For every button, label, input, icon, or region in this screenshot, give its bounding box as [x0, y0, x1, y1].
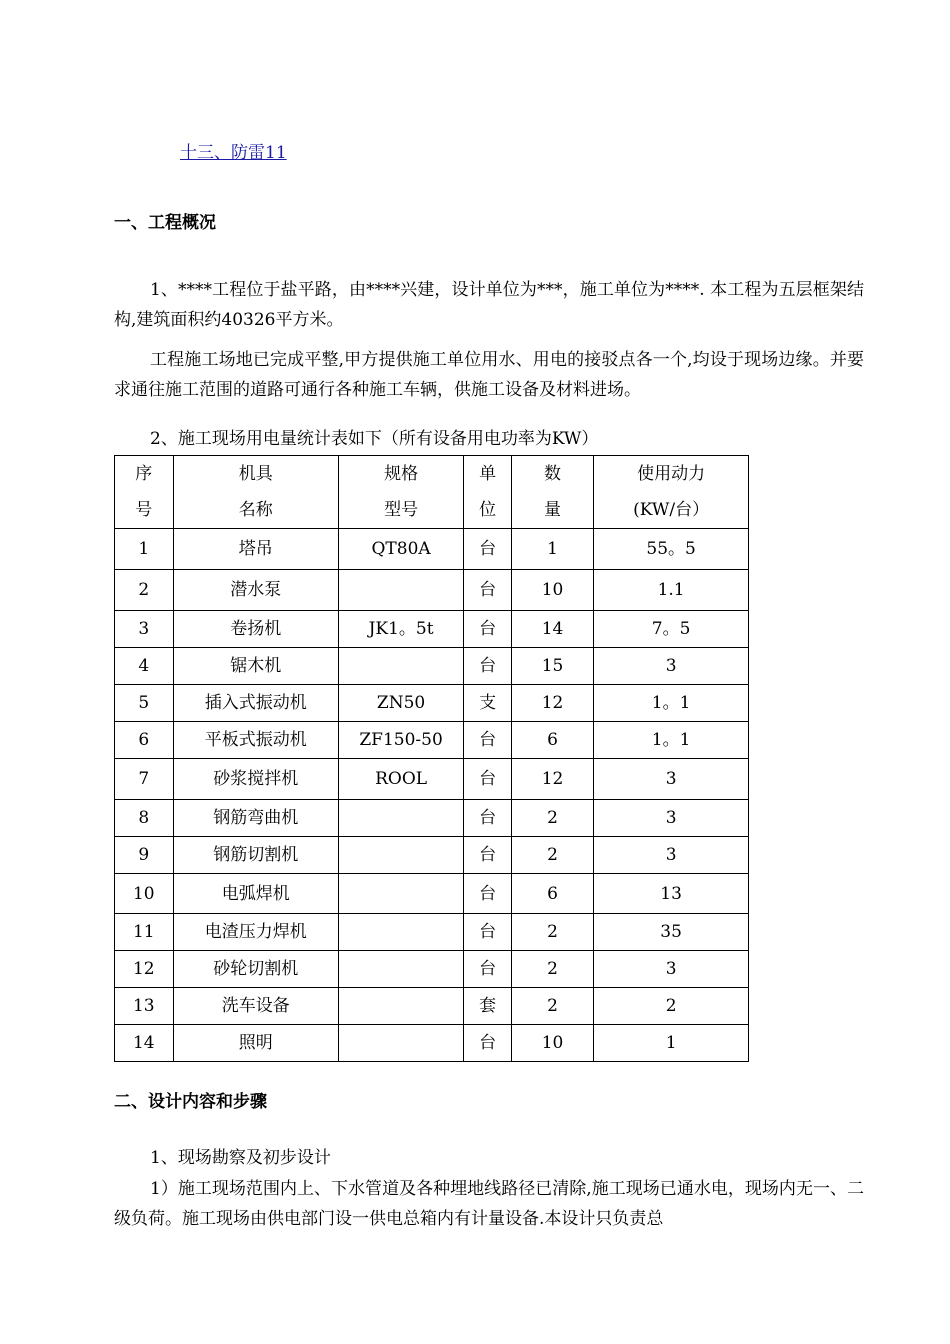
subsection-site-survey: 1、现场勘察及初步设计	[150, 1148, 331, 1168]
cell-spec	[338, 648, 463, 685]
cell-power: 7。5	[594, 611, 749, 648]
cell-spec	[338, 914, 463, 951]
cell-unit: 台	[464, 648, 512, 685]
cell-power: 1。1	[594, 722, 749, 759]
cell-spec	[338, 988, 463, 1025]
table-row	[115, 874, 749, 914]
table-header-row	[115, 456, 749, 529]
table-row	[115, 914, 749, 951]
cell-power: 2	[594, 988, 749, 1025]
cell-qty: 15	[511, 648, 593, 685]
cell-spec	[338, 874, 463, 914]
project-location-paragraph: 1、****工程位于盐平路，由****兴建，设计单位为***，施工单位为****. 本工程为五层框架结构,建筑面积约40326平方米。	[114, 280, 864, 330]
cell-unit: 台	[464, 529, 512, 570]
cell-power: 13	[594, 874, 749, 914]
cell-unit: 台	[464, 611, 512, 648]
cell-name: 砂浆搅拌机	[173, 759, 338, 800]
table-row	[115, 648, 749, 685]
cell-no: 2	[115, 570, 174, 611]
cell-no: 8	[115, 800, 174, 837]
cell-unit: 台	[464, 570, 512, 611]
cell-no: 7	[115, 759, 174, 800]
cell-unit: 台	[464, 914, 512, 951]
cell-no: 9	[115, 837, 174, 874]
site-survey-paragraph: 1）施工现场范围内上、下水管道及各种埋地线路径已清除,施工现场已通水电，现场内无一、二级负荷。施工现场由供电部门设一供电总箱内有计量设备.本设计只负责总	[114, 1179, 864, 1229]
cell-name: 塔吊	[173, 529, 338, 570]
cell-spec: ZN50	[338, 685, 463, 722]
cell-power: 3	[594, 837, 749, 874]
cell-qty: 2	[511, 800, 593, 837]
cell-no: 12	[115, 951, 174, 988]
cell-no: 11	[115, 914, 174, 951]
header-name: 机具 名称	[173, 456, 338, 529]
cell-qty: 12	[511, 759, 593, 800]
cell-no: 13	[115, 988, 174, 1025]
cell-name: 平板式振动机	[173, 722, 338, 759]
cell-unit: 台	[464, 800, 512, 837]
cell-no: 14	[115, 1025, 174, 1062]
cell-power: 3	[594, 648, 749, 685]
cell-name: 钢筋切割机	[173, 837, 338, 874]
cell-qty: 6	[511, 874, 593, 914]
cell-no: 1	[115, 529, 174, 570]
cell-unit: 台	[464, 759, 512, 800]
table-row	[115, 685, 749, 722]
cell-name: 电弧焊机	[173, 874, 338, 914]
cell-qty: 2	[511, 837, 593, 874]
cell-spec	[338, 951, 463, 988]
header-qty: 数 量	[511, 456, 593, 529]
cell-name: 潜水泵	[173, 570, 338, 611]
cell-no: 5	[115, 685, 174, 722]
cell-qty: 2	[511, 951, 593, 988]
cell-power: 1.1	[594, 570, 749, 611]
table-row	[115, 988, 749, 1025]
cell-unit: 支	[464, 685, 512, 722]
table-row	[115, 1025, 749, 1062]
toc-link-lightning-protection[interactable]: 十三、防雷11	[180, 143, 287, 163]
section-heading-design-steps: 二、设计内容和步骤	[114, 1092, 267, 1112]
cell-power: 3	[594, 759, 749, 800]
cell-spec: ROOL	[338, 759, 463, 800]
cell-spec	[338, 1025, 463, 1062]
cell-no: 6	[115, 722, 174, 759]
cell-power: 1。1	[594, 685, 749, 722]
cell-name: 电渣压力焊机	[173, 914, 338, 951]
power-consumption-table	[114, 455, 749, 1062]
site-conditions-paragraph: 工程施工场地已完成平整,甲方提供施工单位用水、用电的接驳点各一个,均设于现场边缘。并要求通往施工范围的道路可通行各种施工车辆，供施工设备及材料进场。	[114, 350, 864, 400]
cell-power: 55。5	[594, 529, 749, 570]
cell-qty: 6	[511, 722, 593, 759]
cell-qty: 10	[511, 570, 593, 611]
cell-power: 1	[594, 1025, 749, 1062]
cell-no: 3	[115, 611, 174, 648]
cell-unit: 套	[464, 988, 512, 1025]
cell-power: 3	[594, 800, 749, 837]
cell-spec	[338, 837, 463, 874]
cell-unit: 台	[464, 837, 512, 874]
table-row	[115, 759, 749, 800]
header-power: 使用动力 (KW/台）	[594, 456, 749, 529]
table-row	[115, 951, 749, 988]
table-row	[115, 800, 749, 837]
section-heading-project-overview: 一、工程概况	[114, 213, 216, 233]
table-row	[115, 570, 749, 611]
cell-qty: 1	[511, 529, 593, 570]
cell-spec	[338, 570, 463, 611]
cell-qty: 14	[511, 611, 593, 648]
cell-name: 锯木机	[173, 648, 338, 685]
cell-name: 钢筋弯曲机	[173, 800, 338, 837]
cell-spec: ZF150-50	[338, 722, 463, 759]
header-unit: 单 位	[464, 456, 512, 529]
cell-no: 10	[115, 874, 174, 914]
table-row	[115, 611, 749, 648]
cell-power: 3	[594, 951, 749, 988]
cell-spec: JK1。5t	[338, 611, 463, 648]
table-caption: 2、施工现场用电量统计表如下（所有设备用电功率为KW）	[150, 429, 599, 449]
table-row	[115, 722, 749, 759]
table-row	[115, 529, 749, 570]
header-no: 序 号	[115, 456, 174, 529]
cell-unit: 台	[464, 874, 512, 914]
cell-qty: 2	[511, 988, 593, 1025]
cell-spec	[338, 800, 463, 837]
cell-name: 插入式振动机	[173, 685, 338, 722]
cell-qty: 10	[511, 1025, 593, 1062]
cell-unit: 台	[464, 1025, 512, 1062]
cell-qty: 12	[511, 685, 593, 722]
cell-name: 洗车设备	[173, 988, 338, 1025]
cell-name: 照明	[173, 1025, 338, 1062]
cell-unit: 台	[464, 722, 512, 759]
cell-name: 砂轮切割机	[173, 951, 338, 988]
cell-qty: 2	[511, 914, 593, 951]
cell-no: 4	[115, 648, 174, 685]
table-row	[115, 837, 749, 874]
cell-unit: 台	[464, 951, 512, 988]
header-spec: 规格 型号	[338, 456, 463, 529]
cell-power: 35	[594, 914, 749, 951]
cell-name: 卷扬机	[173, 611, 338, 648]
cell-spec: QT80A	[338, 529, 463, 570]
